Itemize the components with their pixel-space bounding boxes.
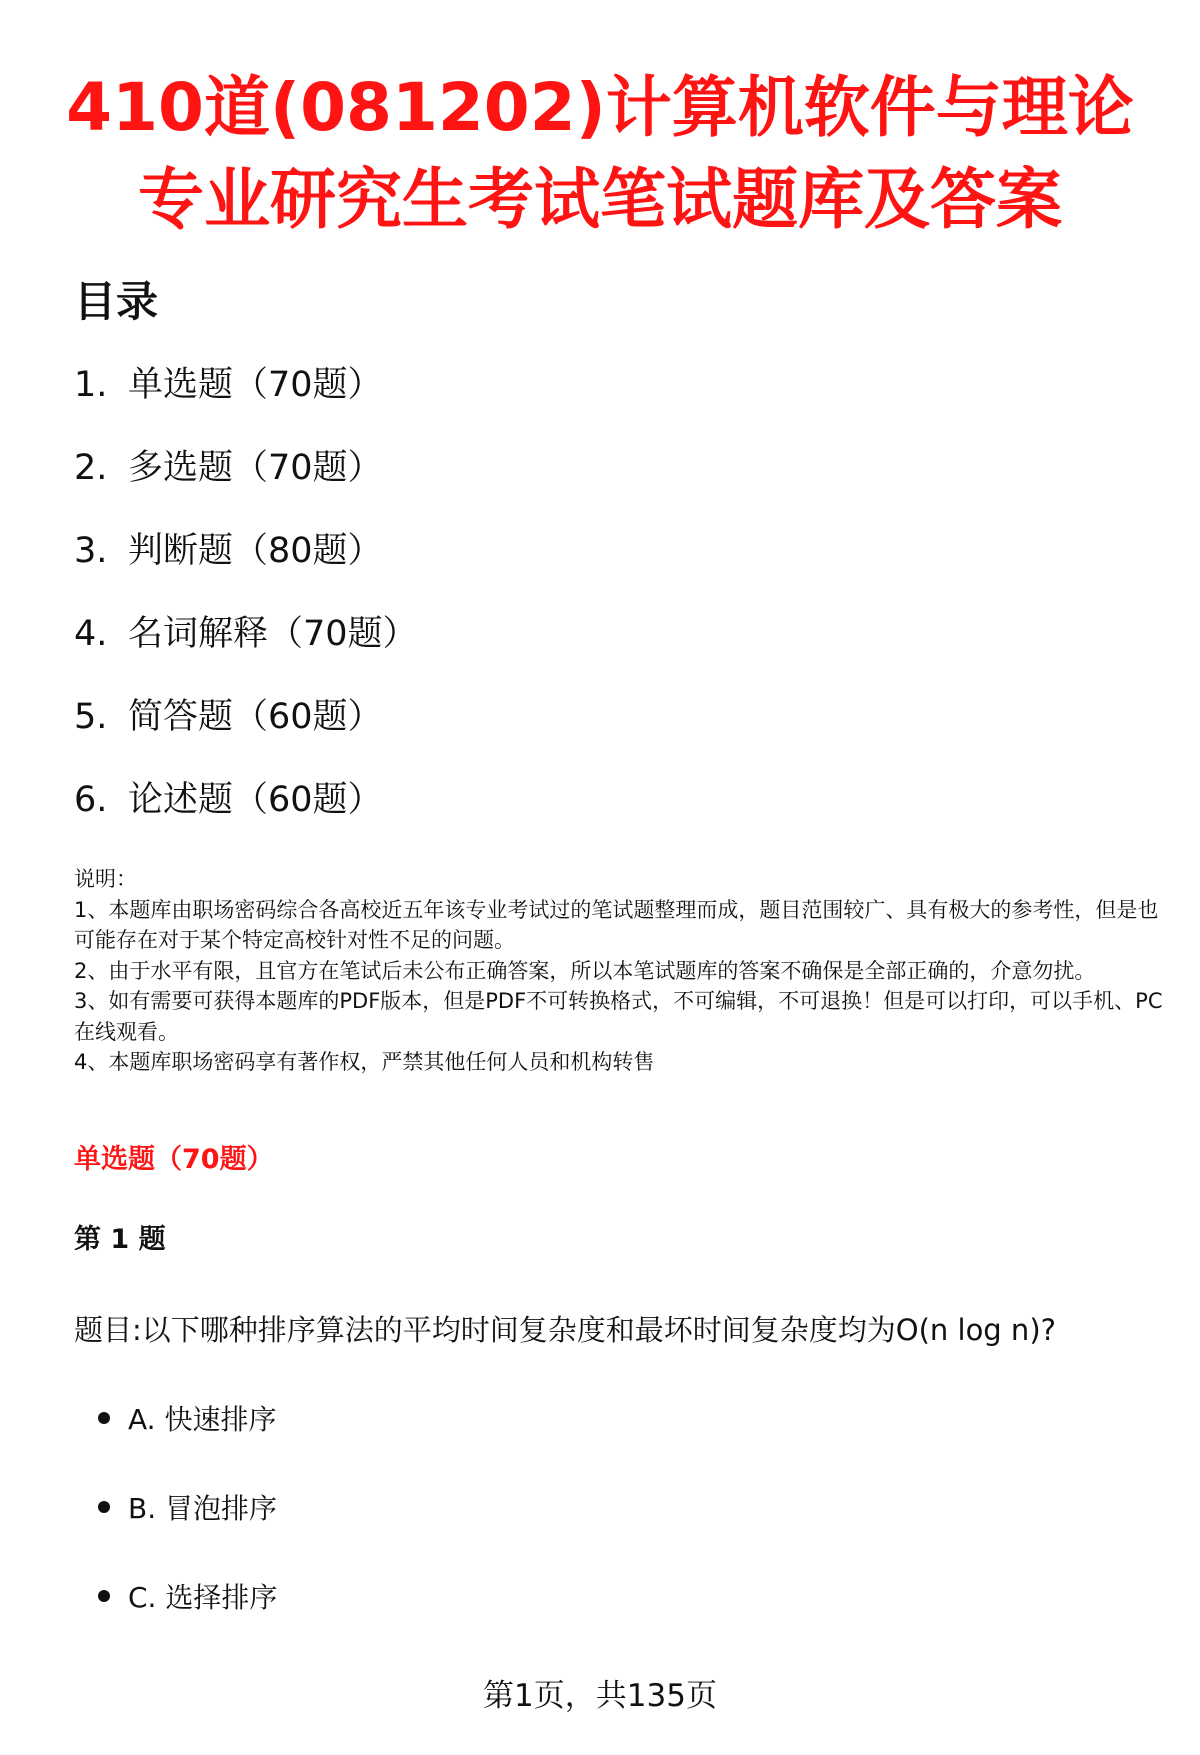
bullet-icon [98, 1412, 110, 1424]
toc-item [74, 692, 418, 775]
toc-item-number: 2. [74, 448, 108, 488]
note-item: 4、本题库职场密码享有著作权，严禁其他任何人员和机构转售 [74, 1050, 655, 1074]
toc-item-label: 简答题（60题） [128, 697, 383, 737]
toc-item-label: 名词解释（70题） [128, 614, 418, 654]
title-line-1: 410道(081202)计算机软件与理论 [66, 69, 1134, 146]
toc-item-number: 5. [74, 697, 108, 737]
toc-item-number: 6. [74, 780, 108, 820]
option-label: B. 冒泡排序 [128, 1492, 278, 1525]
option-label: A. 快速排序 [128, 1403, 277, 1436]
note-item: 2、由于水平有限，且官方在笔试后未公布正确答案，所以本笔试题库的答案不确保是全部正确的，介意勿扰。 [74, 958, 1096, 983]
notes-heading: 说明： [74, 867, 137, 891]
note-item: 3、如有需要可获得本题库的PDF版本，但是PDF不可转换格式，不可编辑，不可退换！但是可以打印，可以手机、PC在线观看。 [74, 989, 1163, 1044]
toc-item [74, 775, 418, 858]
option-label: C. 选择排序 [128, 1581, 278, 1614]
section-title: 单选题（70题） [74, 1144, 274, 1175]
toc-item [74, 526, 418, 609]
table-of-contents [74, 360, 418, 858]
option-item [98, 1576, 277, 1665]
toc-item-label: 论述题（60题） [128, 780, 383, 820]
toc-item-label: 多选题（70题） [128, 448, 383, 488]
notes-block [74, 864, 1164, 1078]
toc-item-label: 判断题（80题） [128, 531, 383, 571]
title-line-2: 专业研究生考试笔试题库及答案 [138, 161, 1062, 238]
toc-item-number: 3. [74, 531, 108, 571]
toc-item-number: 4. [74, 614, 108, 654]
toc-item-number: 1. [74, 365, 108, 405]
bullet-icon [98, 1590, 110, 1602]
option-item [98, 1487, 277, 1576]
note-item: 1、本题库由职场密码综合各高校近五年该专业考试过的笔试题整理而成，题目范围较广、具有极大的参考性，但是也可能存在对于某个特定高校针对性不足的问题。 [74, 897, 1159, 952]
document-title [0, 62, 1200, 246]
page-footer: 第1页，共135页 [483, 1678, 717, 1714]
answer-options [98, 1398, 277, 1665]
question-label: 第 1 题 [74, 1224, 166, 1255]
toc-item [74, 443, 418, 526]
toc-item [74, 360, 418, 443]
toc-item [74, 609, 418, 692]
question-text: 题目:以下哪种排序算法的平均时间复杂度和最坏时间复杂度均为O(n log n)? [74, 1313, 1057, 1347]
toc-heading: 目录 [74, 277, 159, 326]
toc-item-label: 单选题（70题） [128, 365, 383, 405]
bullet-icon [98, 1501, 110, 1513]
option-item [98, 1398, 277, 1487]
